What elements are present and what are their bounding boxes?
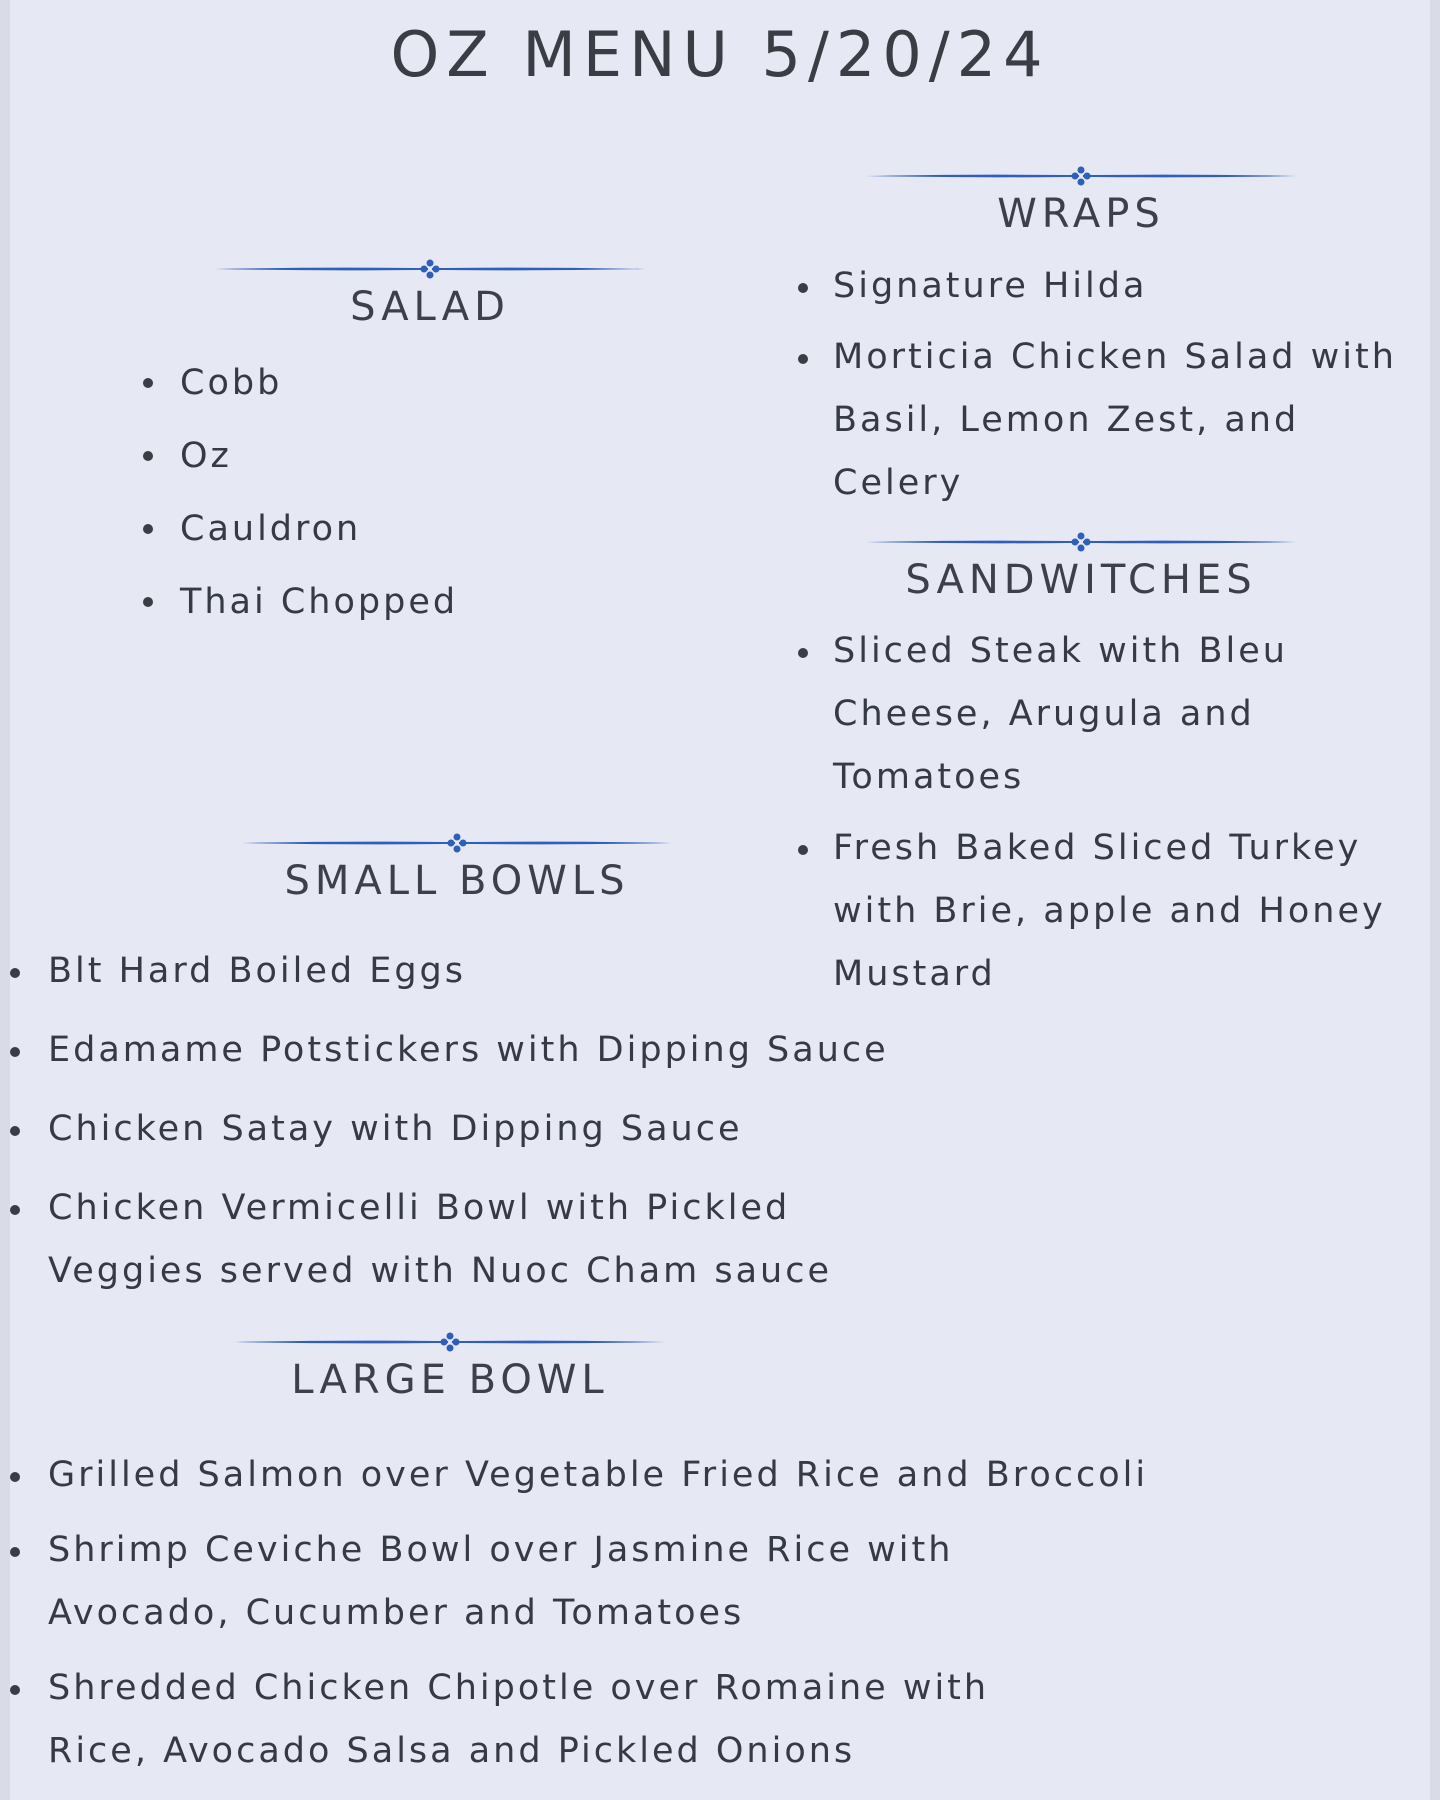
ornament-divider [866, 531, 1296, 553]
list-item: Cobb [180, 347, 458, 420]
large-bowl-heading: LARGE BOWL [291, 1357, 609, 1403]
ornament-divider [242, 832, 672, 854]
ornament-divider [866, 165, 1296, 187]
salad-list [180, 347, 458, 639]
list-item: Chicken Vermicelli Bowl with Pickled Veggies served with Nuoc Cham sauce [48, 1177, 928, 1303]
small-bowls-section [242, 832, 672, 904]
wraps-heading: WRAPS [997, 191, 1165, 237]
wraps-section [866, 165, 1296, 237]
list-item: Grilled Salmon over Vegetable Fried Rice and Broccoli [48, 1444, 1248, 1507]
list-item: Oz [180, 420, 458, 493]
wraps-list [833, 255, 1413, 523]
list-item: Signature Hilda [833, 255, 1413, 318]
large-bowl-section [235, 1331, 665, 1403]
menu-title: OZ MENU 5/20/24 [390, 18, 1050, 91]
small-bowls-list [48, 940, 1248, 1319]
small-bowls-heading: SMALL BOWLS [284, 858, 630, 904]
sandwiches-heading: SANDWITCHES [905, 557, 1257, 603]
list-item: Thai Chopped [180, 566, 458, 639]
left-edge-shadow [0, 0, 10, 1800]
ornament-divider [215, 258, 645, 280]
large-bowl-list [48, 1444, 1248, 1795]
right-edge-shadow [1430, 0, 1440, 1800]
list-item: Cauldron [180, 493, 458, 566]
salad-heading: SALAD [350, 284, 510, 330]
salad-section [215, 258, 645, 330]
list-item: Sliced Steak with Bleu Cheese, Arugula and Tomatoes [833, 620, 1413, 809]
list-item: Blt Hard Boiled Eggs [48, 940, 1248, 1003]
sandwiches-section [866, 531, 1296, 603]
list-item: Chicken Satay with Dipping Sauce [48, 1098, 1248, 1161]
list-item: Fresh Baked Sliced Turkey with Brie, apple and Honey Mustard [833, 817, 1413, 1006]
list-item: Shredded Chicken Chipotle over Romaine with Rice, Avocado Salsa and Pickled Onions [48, 1657, 1068, 1783]
ornament-divider [235, 1331, 665, 1353]
list-item: Morticia Chicken Salad with Basil, Lemon Zest, and Celery [833, 326, 1413, 515]
list-item: Shrimp Ceviche Bowl over Jasmine Rice with Avocado, Cucumber and Tomatoes [48, 1519, 1108, 1645]
list-item: Edamame Potstickers with Dipping Sauce [48, 1019, 1248, 1082]
